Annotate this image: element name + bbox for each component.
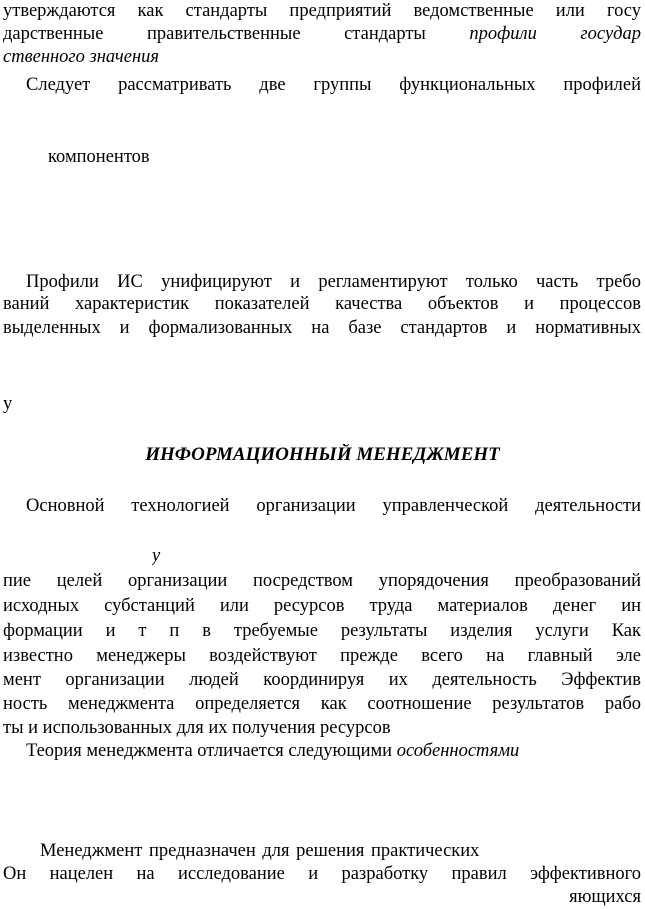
text-line: компонентов [48,147,150,167]
italic-term: профили государ [469,24,641,44]
paragraph-first-line [26,740,641,762]
text-segment: дарственные правительственные стандарты [3,24,470,44]
text-line: исходных субстанций или ресурсов труда материалов денег ин [3,596,641,616]
text-line: пие целей организации посредством упорядочения преобразований [3,571,641,591]
text-line: известно менеджеры воздействуют прежде всего на главный эле [3,646,641,666]
text-line: Он нацелен на исследование и разработку правил эффективного [3,864,641,884]
paragraph-first-line: Менеджмент предназначен для решения практических [40,841,480,861]
text-line: утверждаются как стандарты предприятий ведомственные или госу [3,1,641,21]
italic-text-line: ственного значения [3,47,159,67]
text-line: ность менеджмента определяется как соотношение результатов рабо [3,694,641,714]
paragraph-first-line: Основной технологией организации управленческой деятельности [26,496,641,516]
paragraph-first-line: Профили ИС унифицируют и регламентируют только часть требо [26,272,641,292]
text-fragment: яющихся [569,887,641,907]
text-fragment: у [3,394,13,414]
text-line: ты и использованных для их получения ресурсов [3,718,391,738]
text-line [3,23,641,45]
text-line: ваний характеристик показателей качества объектов и процессов [3,294,641,314]
text-line: выделенных и формализованных на базе стандартов и нормативных [3,318,641,338]
paragraph-first-line: Следует рассматривать две группы функциональных профилей [26,75,641,95]
text-segment: Теория менеджмента отличается следующими [26,741,397,761]
text-line: мент организации людей координируя их деятельность Эффектив [3,670,641,690]
text-fragment: у [152,546,161,566]
section-heading: ИНФОРМАЦИОННЫЙ МЕНЕДЖМЕНТ [145,444,500,465]
text-line: формации и т п в требуемые результаты изделия услуги Как [3,621,641,641]
italic-term: особенностями [396,741,520,761]
